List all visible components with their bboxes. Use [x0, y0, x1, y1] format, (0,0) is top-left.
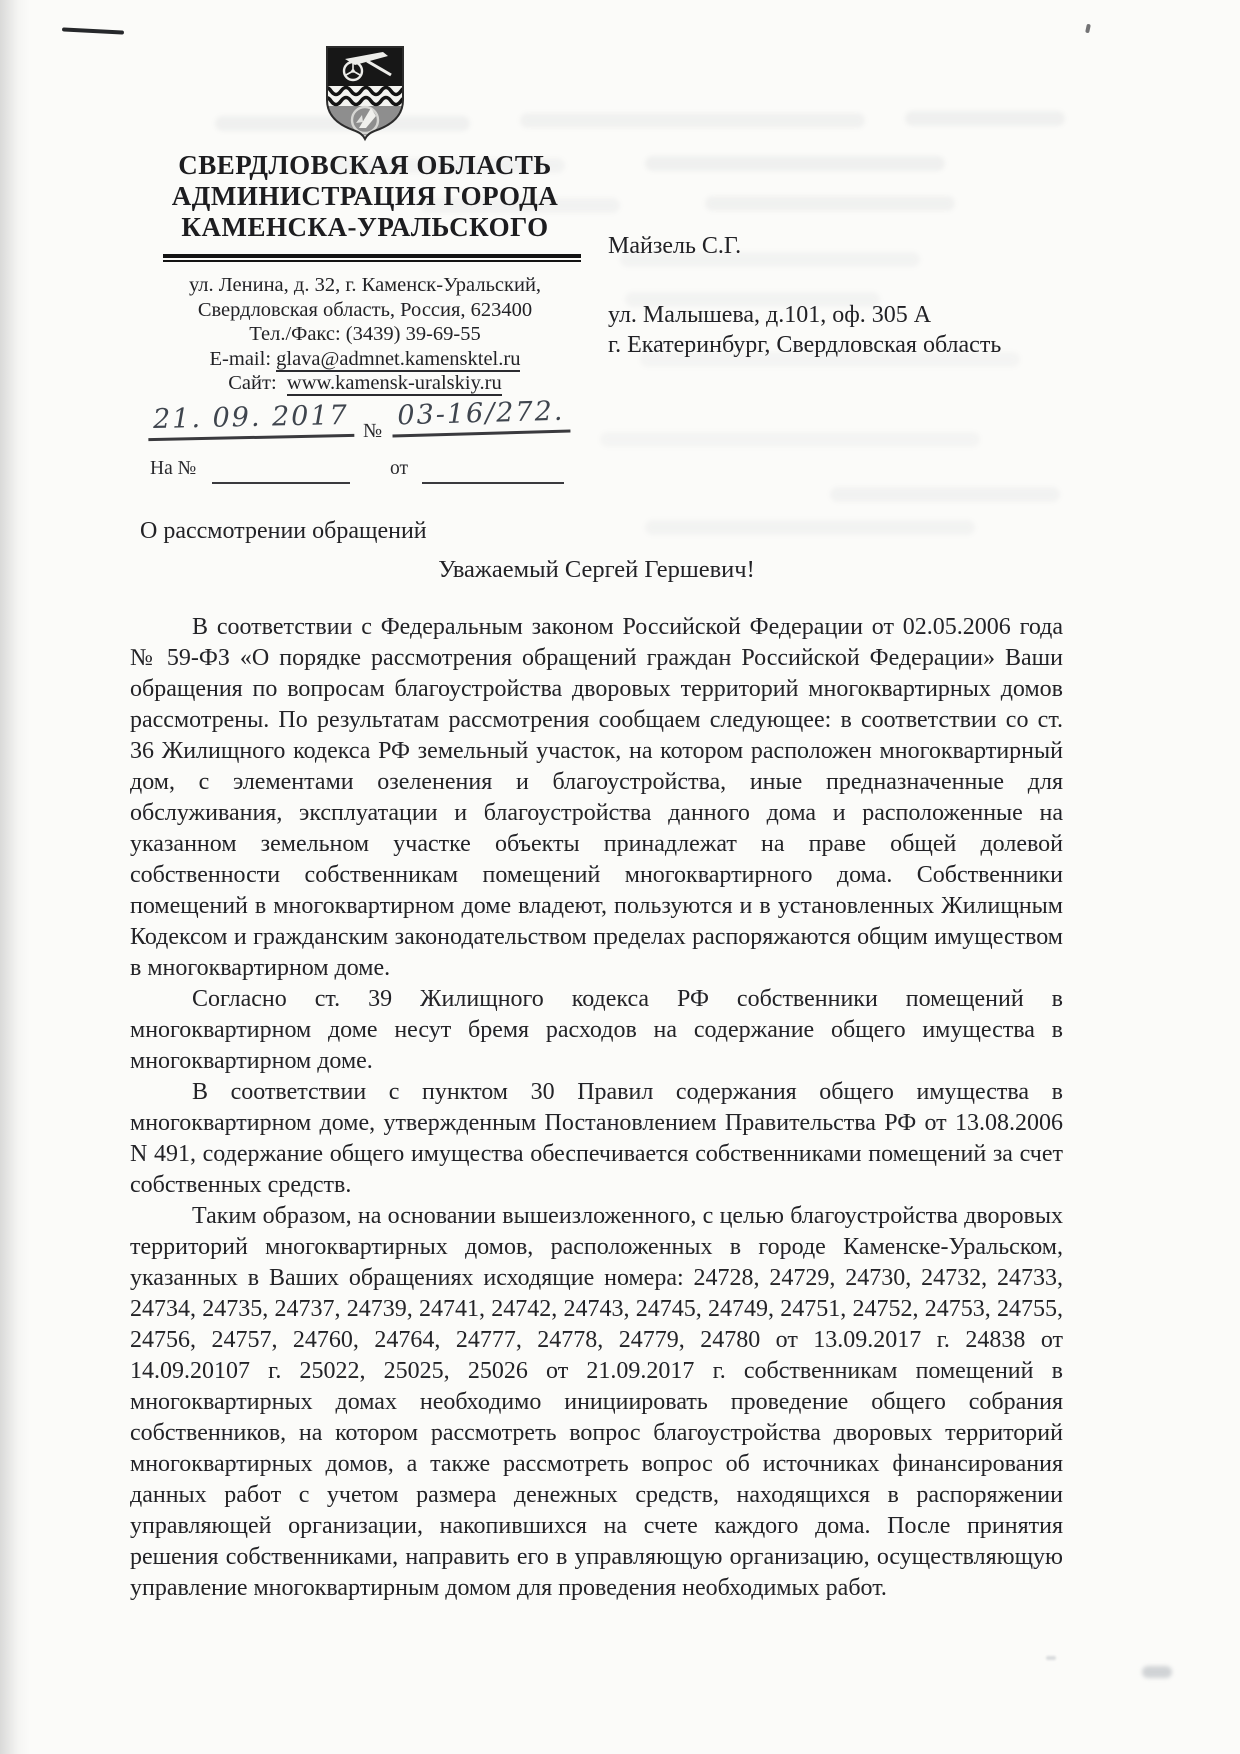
- letterhead-address: [140, 273, 590, 396]
- bleedthrough-artifact: [645, 520, 975, 535]
- bleedthrough-artifact: [705, 196, 955, 211]
- letterhead-title: [140, 150, 590, 243]
- recipient-address-line1: ул. Малышева, д.101, оф. 305 А: [608, 302, 932, 328]
- scan-smudge: [1142, 1666, 1172, 1678]
- bleedthrough-artifact: [830, 487, 1060, 502]
- bleedthrough-artifact: [600, 432, 980, 447]
- email-label: E-mail:: [209, 347, 272, 370]
- letterhead-region: СВЕРДЛОВСКАЯ ОБЛАСТЬ: [178, 150, 552, 180]
- letter-body: [130, 612, 1063, 1604]
- scan-speck: [1085, 24, 1091, 34]
- scan-speck: [1046, 1656, 1056, 1660]
- body-paragraph: В соответствии с пунктом 30 Правил содержания общего имущества в многоквартирном доме, утвержденным Постановлением Правительства РФ от 13.08.2006 N 491, содержание общего имущества обеспечивается собственниками помещений за счет собственных средств.: [130, 1079, 1063, 1198]
- letterhead-divider: [163, 254, 581, 262]
- pen-mark: [62, 27, 124, 34]
- scan-edge-shadow: [0, 0, 30, 1754]
- outgoing-date-field: [148, 400, 355, 441]
- recipient-address-line2: г. Екатеринбург, Свердловская область: [608, 332, 1002, 358]
- salutation: Уважаемый Сергей Гершевич!: [438, 556, 755, 583]
- letterhead-org-line1: АДМИНИСТРАЦИЯ ГОРОДА: [171, 181, 559, 211]
- letterhead-org-line2: КАМЕНСКА-УРАЛЬСКОГО: [181, 212, 549, 242]
- site-value: www.kamensk-uralskiy.ru: [286, 372, 502, 394]
- letterhead-region-zip: Свердловская область, Россия, 623400: [197, 298, 533, 321]
- reply-to-label: На №: [150, 458, 197, 479]
- letterhead-email-line: [140, 347, 590, 372]
- body-paragraph: Согласно ст. 39 Жилищного кодекса РФ собственники помещений в многоквартирном доме несут бремя расходов на содержание общего имущества в многоквартирном доме.: [130, 986, 1063, 1074]
- reply-date-blank: [422, 458, 564, 484]
- bleedthrough-artifact: [905, 111, 1065, 126]
- letterhead-street: ул. Ленина, д. 32, г. Каменск-Уральский,: [188, 274, 542, 296]
- subject-line: О рассмотрении обращений: [140, 518, 427, 544]
- letterhead-phone: Тел./Факс: (3439) 39-69-55: [249, 323, 481, 345]
- handwritten-date: 21. 09. 2017: [152, 399, 350, 436]
- reply-number-blank: [212, 458, 350, 484]
- coat-of-arms-icon: [323, 44, 407, 142]
- body-paragraph: В соответствии с Федеральным законом Российской Федерации от 02.05.2006 года № 59-ФЗ «О порядке рассмотрения обращений граждан Российской Федерации» Ваши обращения по вопросам благоустройства дворовых территорий многоквартирных домов рассмотрены. По результатам рассмотрения сообщаем следующее: в соответствии со ст. 36 Жилищного кодекса РФ земельный участок, на котором расположен многоквартирный дом, с элементами озеленения и благоустройства, иные предназначенные для обслуживания, эксплуатации и благоустройства данного дома и расположенные на указанном земельном участке объекты принадлежат на праве общей долевой собственности собственникам помещений многоквартирного дома. Собственники помещений в многоквартирном доме владеют, пользуются и в установленных Жилищным Кодексом и гражданским законодательством пределах распоряжаются общим имуществом в многоквартирном доме.: [130, 614, 1063, 981]
- email-value: glava@admnet.kamensktel.ru: [276, 347, 521, 370]
- site-label: Сайт:: [228, 372, 277, 394]
- letterhead-site-line: [140, 371, 590, 396]
- bleedthrough-artifact: [520, 113, 865, 128]
- body-paragraph: Таким образом, на основании вышеизложенного, с целью благоустройства дворовых территорий многоквартирных домов, расположенных в городе Каменске-Уральском, указанных в Ваших обращениях исходящие номера: 24728, 24729, 24730, 24732, 24733, 24734, 24735, 24737, 24739, 24741, 24742, 24743, 24745, 24749, 24751, 24752, 24753, 24755, 24756, 24757, 24760, 24764, 24777, 24778, 24779, 24780 от 13.09.2017 г. 24838 от 14.09.20107 г. 25022, 25025, 25026 от 21.09.2017 г. собственникам помещений в многоквартирных домах необходимо инициировать проведение общего собрания собственников, на котором рассмотреть вопрос благоустройства дворовых территорий многоквартирных домов, а также рассмотреть вопрос об источниках финансирования данных работ с учетом размера денежных средств, находящихся в распоряжении управляющей организации, накопившихся на счете каждого дома. После принятия решения собственниками, направить его в управляющую организацию, осуществляющую управление многоквартирным домом для проведения необходимых работ.: [130, 1203, 1063, 1601]
- number-sign-label: №: [363, 420, 383, 442]
- recipient-name: Майзель С.Г.: [608, 233, 742, 259]
- bleedthrough-artifact: [645, 156, 945, 171]
- handwritten-number: 03-16/272.: [396, 395, 565, 432]
- outgoing-number-field: [392, 396, 571, 438]
- reply-date-label: от: [390, 458, 409, 479]
